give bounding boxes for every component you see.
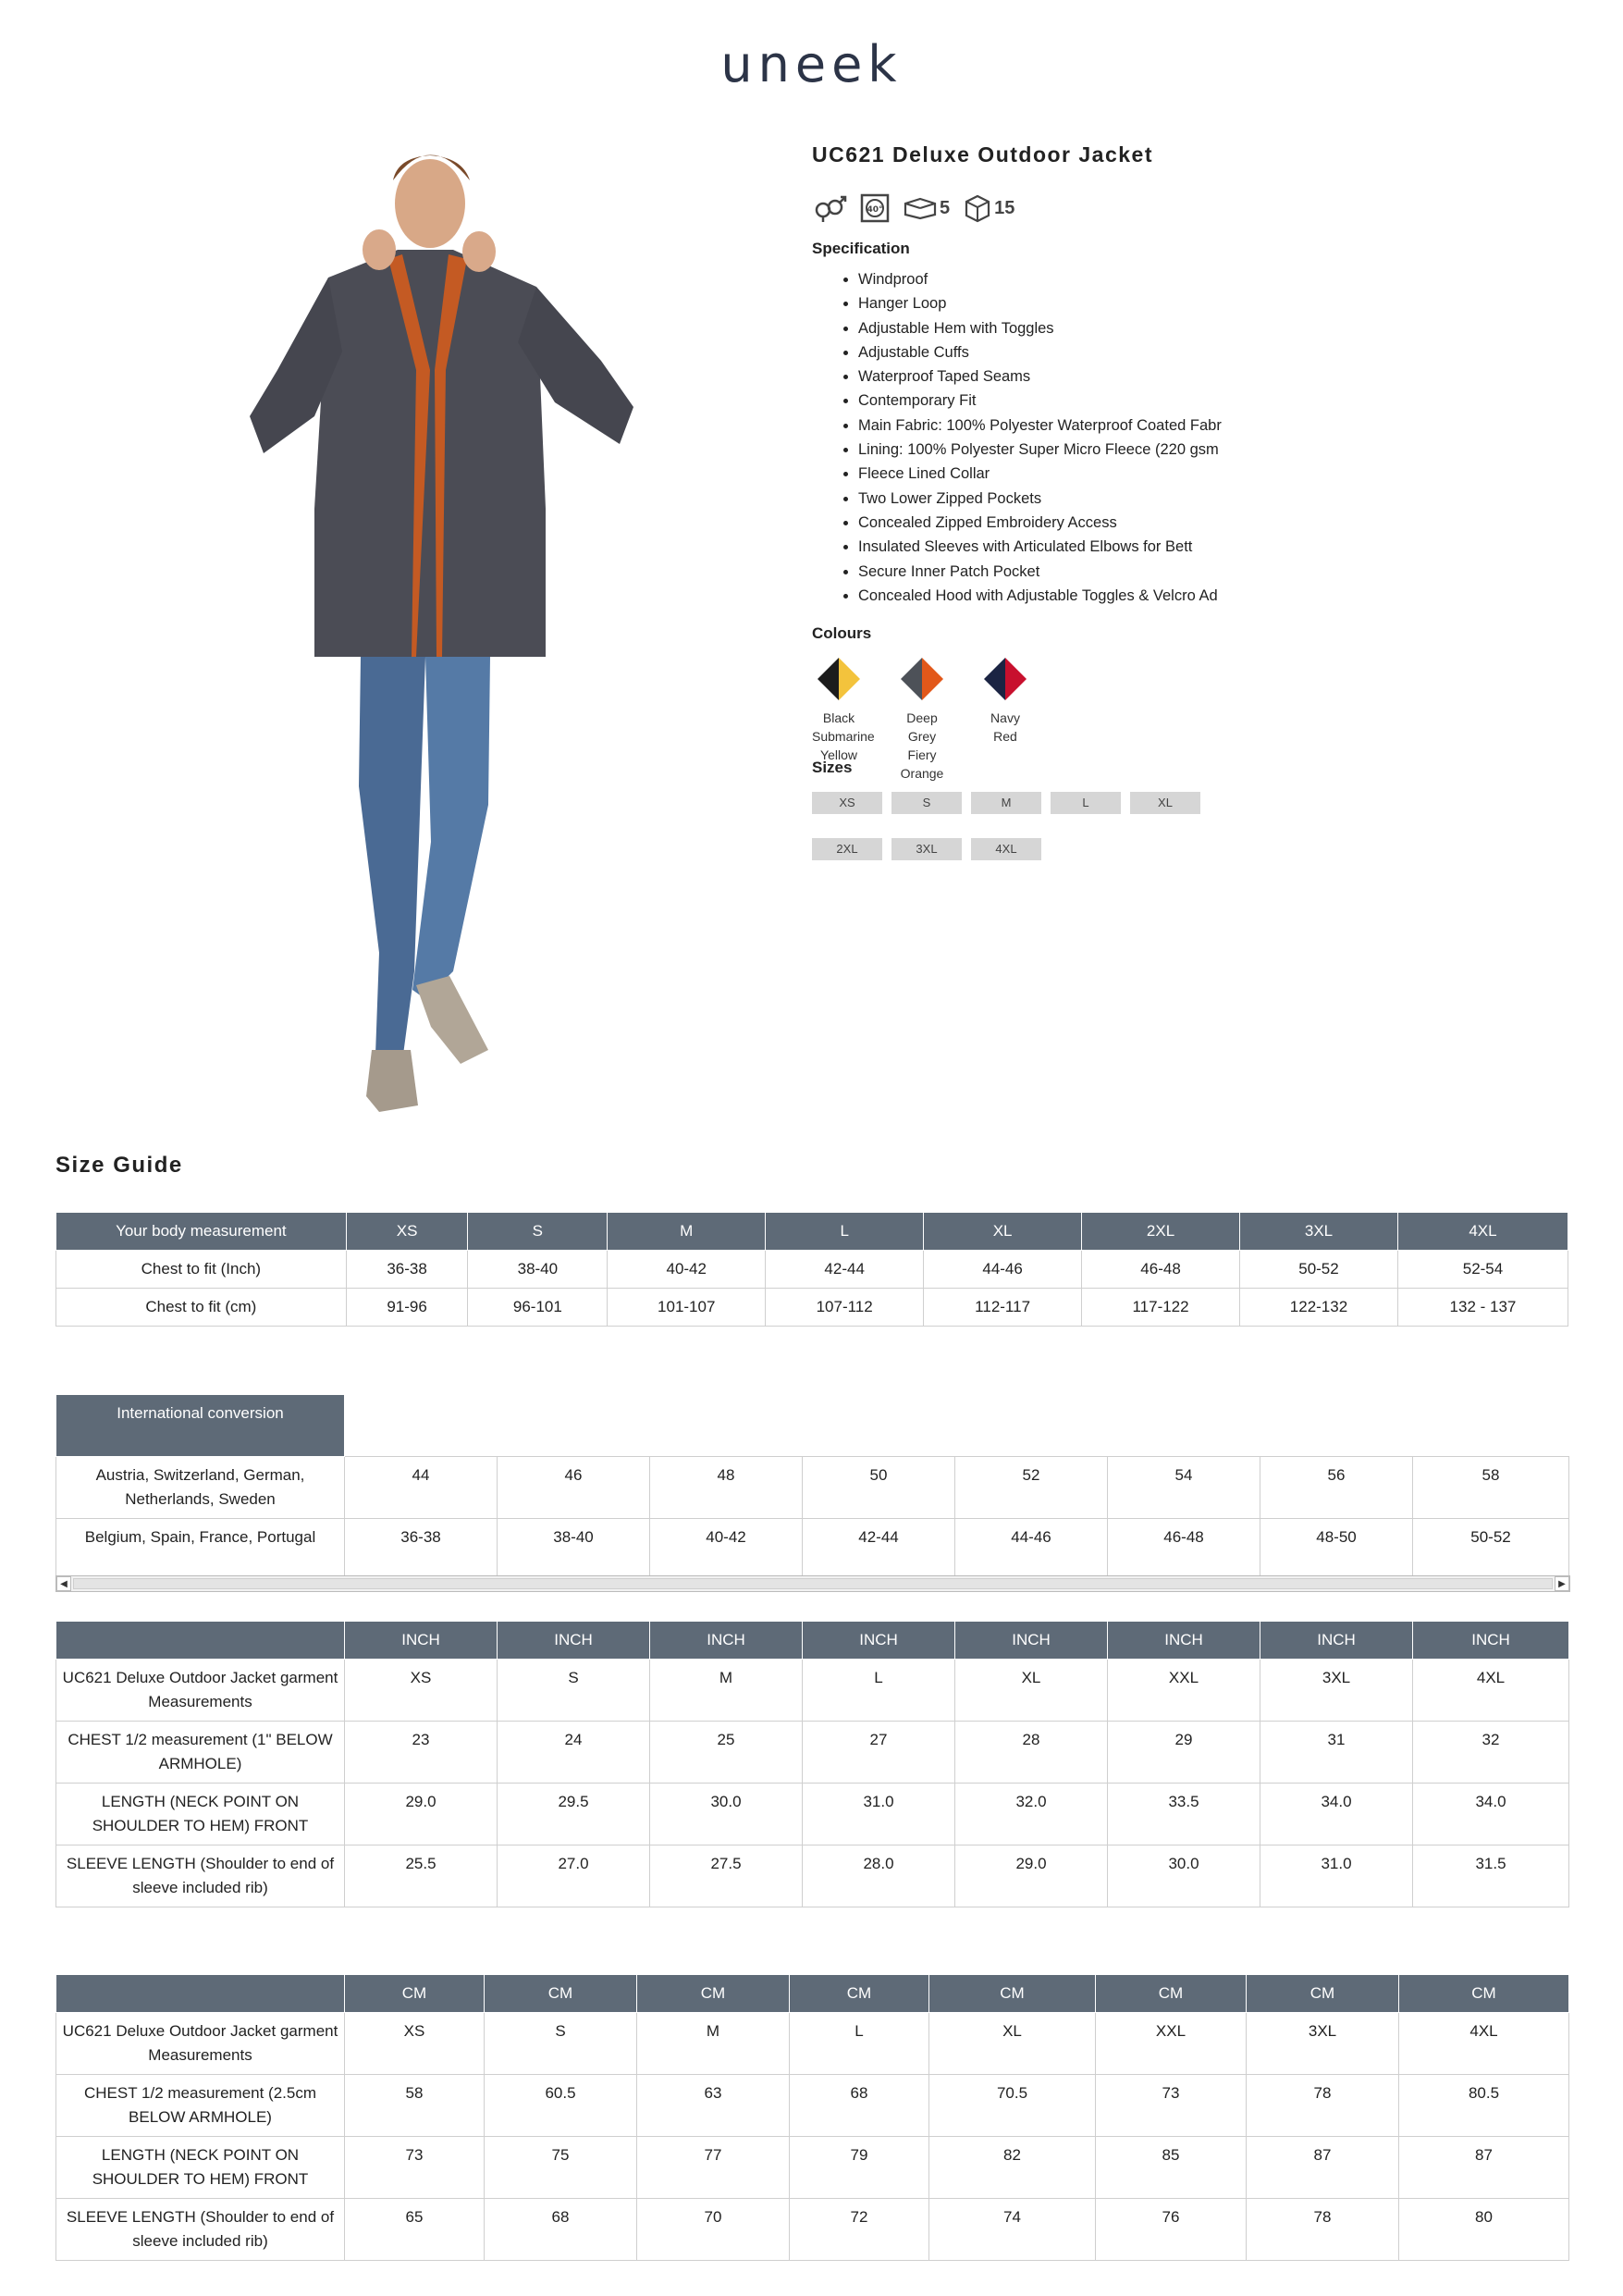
- table-cell: 36-38: [346, 1251, 468, 1289]
- table-cell: S: [498, 1660, 650, 1722]
- table-header-cell: CM: [1399, 1975, 1569, 2013]
- table-cell: 25.5: [345, 1845, 498, 1907]
- table-cell: 87: [1247, 2137, 1399, 2199]
- table-header-row: [56, 1213, 1568, 1251]
- product-photo: [240, 139, 647, 1129]
- table-cell: 24: [498, 1722, 650, 1784]
- table-cell: 40-42: [650, 1518, 803, 1580]
- table-cell: 85: [1096, 2137, 1247, 2199]
- box-count: 15: [994, 197, 1015, 218]
- size-option-s[interactable]: S: [891, 792, 962, 814]
- table-cell: 48-50: [1260, 1518, 1413, 1580]
- table-cell: 38-40: [498, 1518, 650, 1580]
- table-header-cell: Your body measurement: [56, 1213, 347, 1251]
- table-cell: 27.5: [650, 1845, 803, 1907]
- unisex-icon: [812, 194, 847, 222]
- size-option-2xl[interactable]: 2XL: [812, 838, 882, 860]
- pack-icon: [903, 196, 950, 220]
- table-cell: 73: [345, 2137, 485, 2199]
- table-cell: 70.5: [929, 2075, 1096, 2137]
- table-cell: SLEEVE LENGTH (Shoulder to end of sleeve included rib): [56, 2199, 345, 2261]
- table-cell: 78: [1247, 2199, 1399, 2261]
- scroll-right-icon[interactable]: ▶: [1555, 1576, 1569, 1591]
- table-header-cell: CM: [790, 1975, 929, 2013]
- table-cell: CHEST 1/2 measurement (1" BELOW ARMHOLE): [56, 1722, 345, 1784]
- table-cell: 80: [1399, 2199, 1569, 2261]
- colour-name: Navy Red: [990, 710, 1020, 745]
- product-icons: [812, 191, 1385, 225]
- table-cell: 46: [498, 1456, 650, 1518]
- table-cell: 77: [637, 2137, 790, 2199]
- table-cell: 63: [637, 2075, 790, 2137]
- table-cell: 68: [790, 2075, 929, 2137]
- table-cell: M: [637, 2013, 790, 2075]
- table-cell: 107-112: [766, 1289, 924, 1327]
- brand-logo: uneek: [720, 35, 903, 93]
- table-cell: 112-117: [924, 1289, 1082, 1327]
- table-row: [56, 1456, 1569, 1518]
- colour-name: Black Submarine Yellow: [812, 710, 875, 763]
- table-header-cell: [56, 1975, 345, 2013]
- product-info: [812, 139, 1385, 783]
- table-header-row: [56, 1395, 1569, 1457]
- table-cell: 29.5: [498, 1784, 650, 1845]
- table-cell: CHEST 1/2 measurement (2.5cm BELOW ARMHOLE): [56, 2075, 345, 2137]
- spec-item: • Lining: 100% Polyester Super Micro Fleece (220 gsm: [858, 438, 1385, 462]
- table-row: [56, 1722, 1569, 1784]
- table-cell: 50-52: [1240, 1251, 1398, 1289]
- table-cell: 3XL: [1260, 1660, 1413, 1722]
- table-cell: 50-52: [1413, 1518, 1569, 1580]
- table-cell: 42-44: [803, 1518, 955, 1580]
- size-option-m[interactable]: M: [971, 792, 1041, 814]
- table-cell: 32.0: [955, 1784, 1108, 1845]
- table-cell: Chest to fit (cm): [56, 1289, 347, 1327]
- specification-list: [812, 267, 1385, 608]
- pack-count: 5: [940, 197, 951, 218]
- table-header-cell: M: [608, 1213, 766, 1251]
- table-cell: 29: [1108, 1722, 1260, 1784]
- table-header-cell: CM: [1247, 1975, 1399, 2013]
- spec-item: • Windproof: [858, 267, 1385, 291]
- table-cell: 54: [1108, 1456, 1260, 1518]
- table-cell: XS: [345, 2013, 485, 2075]
- spec-item: • Waterproof Taped Seams: [858, 364, 1385, 389]
- spec-item: • Concealed Hood with Adjustable Toggles & Velcro Ad: [858, 584, 1385, 608]
- table-header-cell: XL: [924, 1213, 1082, 1251]
- table-cell: XL: [929, 2013, 1096, 2075]
- table-header-cell: International conversion: [56, 1395, 345, 1457]
- table-cell: 44-46: [955, 1518, 1108, 1580]
- table-cell: 70: [637, 2199, 790, 2261]
- scroll-left-icon[interactable]: ◀: [56, 1576, 71, 1591]
- table-cell: 52-54: [1397, 1251, 1568, 1289]
- table-header-cell: 3XL: [1240, 1213, 1398, 1251]
- table-cell: LENGTH (NECK POINT ON SHOULDER TO HEM) FRONT: [56, 2137, 345, 2199]
- table-cell: 44-46: [924, 1251, 1082, 1289]
- table-cell: 28: [955, 1722, 1108, 1784]
- table-header-cell: INCH: [498, 1622, 650, 1660]
- size-option-3xl[interactable]: 3XL: [891, 838, 962, 860]
- colour-swatch[interactable]: [895, 656, 949, 783]
- spec-item: • Concealed Zipped Embroidery Access: [858, 511, 1385, 535]
- garment-inch-table: [55, 1621, 1569, 1907]
- table-cell: 132 - 137: [1397, 1289, 1568, 1327]
- table-cell: 4XL: [1399, 2013, 1569, 2075]
- table-cell: 34.0: [1413, 1784, 1569, 1845]
- table-cell: M: [650, 1660, 803, 1722]
- table-cell: 23: [345, 1722, 498, 1784]
- table-cell: 4XL: [1413, 1660, 1569, 1722]
- size-guide-title: Size Guide: [55, 1153, 183, 1178]
- colour-diamond: [816, 656, 862, 702]
- table-cell: Belgium, Spain, France, Portugal: [56, 1518, 345, 1580]
- table-header-cell: INCH: [1108, 1622, 1260, 1660]
- table-header-cell: [56, 1622, 345, 1660]
- table-header-cell: 4XL: [1397, 1213, 1568, 1251]
- table-cell: 36-38: [345, 1518, 498, 1580]
- size-options: [812, 792, 1219, 860]
- table-cell: 31: [1260, 1722, 1413, 1784]
- table-header-cell: INCH: [345, 1622, 498, 1660]
- table-cell: 80.5: [1399, 2075, 1569, 2137]
- spec-item: • Contemporary Fit: [858, 389, 1385, 413]
- wash-40-icon: [860, 193, 890, 223]
- table-header-cell: INCH: [650, 1622, 803, 1660]
- table-cell: 46-48: [1108, 1518, 1260, 1580]
- table-cell: 96-101: [468, 1289, 608, 1327]
- product-title: UC621 Deluxe Outdoor Jacket: [812, 142, 1154, 167]
- colour-swatches: [812, 656, 1385, 783]
- table-row: [56, 1660, 1569, 1722]
- colour-diamond: [982, 656, 1028, 702]
- table-cell: 31.5: [1413, 1845, 1569, 1907]
- spec-item: • Fleece Lined Collar: [858, 462, 1385, 486]
- table-cell: 79: [790, 2137, 929, 2199]
- table-header-row: [56, 1975, 1569, 2013]
- table-header-cell: L: [766, 1213, 924, 1251]
- size-option-l[interactable]: L: [1051, 792, 1121, 814]
- table-header-cell: CM: [345, 1975, 485, 2013]
- table-cell: 42-44: [766, 1251, 924, 1289]
- table-cell: 91-96: [346, 1289, 468, 1327]
- table-cell: 78: [1247, 2075, 1399, 2137]
- table-row: [56, 1289, 1568, 1327]
- table-row: [56, 2199, 1569, 2261]
- table-cell: LENGTH (NECK POINT ON SHOULDER TO HEM) FRONT: [56, 1784, 345, 1845]
- svg-text:40°: 40°: [867, 205, 883, 215]
- spec-item: • Adjustable Hem with Toggles: [858, 316, 1385, 340]
- table-header-cell: XS: [346, 1213, 468, 1251]
- table-cell: 27: [803, 1722, 955, 1784]
- table-header-cell: CM: [1096, 1975, 1247, 2013]
- table-cell: 82: [929, 2137, 1096, 2199]
- table-cell: 87: [1399, 2137, 1569, 2199]
- garment-cm-table: [55, 1974, 1569, 2261]
- colour-diamond: [899, 656, 945, 702]
- table-cell: 68: [485, 2199, 637, 2261]
- table-cell: 32: [1413, 1722, 1569, 1784]
- spec-item: • Secure Inner Patch Pocket: [858, 560, 1385, 584]
- table-cell: XS: [345, 1660, 498, 1722]
- table-cell: 29.0: [955, 1845, 1108, 1907]
- table-cell: 30.0: [650, 1784, 803, 1845]
- table-row: [56, 1784, 1569, 1845]
- table-header-cell: INCH: [955, 1622, 1108, 1660]
- table-cell: 40-42: [608, 1251, 766, 1289]
- size-option-xl[interactable]: XL: [1130, 792, 1200, 814]
- table-cell: 33.5: [1108, 1784, 1260, 1845]
- table-cell: 29.0: [345, 1784, 498, 1845]
- table-row: [56, 2075, 1569, 2137]
- spec-item: • Main Fabric: 100% Polyester Waterproof Coated Fabr: [858, 414, 1385, 438]
- colour-name: Deep Grey Fiery Orange: [900, 710, 944, 782]
- table-cell: 25: [650, 1722, 803, 1784]
- spec-item: • Hanger Loop: [858, 291, 1385, 315]
- scrollbar-thumb[interactable]: [73, 1578, 1553, 1589]
- spec-item: • Two Lower Zipped Pockets: [858, 487, 1385, 511]
- table-cell: XXL: [1108, 1660, 1260, 1722]
- international-conversion-table: [55, 1394, 1569, 1581]
- table-cell: 76: [1096, 2199, 1247, 2261]
- table-cell: UC621 Deluxe Outdoor Jacket garment Measurements: [56, 2013, 345, 2075]
- size-option-4xl[interactable]: 4XL: [971, 838, 1041, 860]
- table-cell: 28.0: [803, 1845, 955, 1907]
- specification-label: Specification: [812, 240, 910, 257]
- table-cell: 74: [929, 2199, 1096, 2261]
- table-header-spacer: [345, 1395, 1569, 1457]
- table-cell: 46-48: [1082, 1251, 1240, 1289]
- table-cell: SLEEVE LENGTH (Shoulder to end of sleeve included rib): [56, 1845, 345, 1907]
- table-cell: S: [485, 2013, 637, 2075]
- colours-label: Colours: [812, 624, 872, 643]
- body-measurement-table: [55, 1212, 1568, 1327]
- table-cell: 58: [345, 2075, 485, 2137]
- table-cell: 27.0: [498, 1845, 650, 1907]
- box-icon: [963, 193, 1014, 223]
- table-header-row: [56, 1622, 1569, 1660]
- table-cell: 31.0: [803, 1784, 955, 1845]
- table-cell: 44: [345, 1456, 498, 1518]
- table-header-cell: INCH: [1260, 1622, 1413, 1660]
- table-cell: 58: [1413, 1456, 1569, 1518]
- table-header-cell: 2XL: [1082, 1213, 1240, 1251]
- table-row: [56, 2137, 1569, 2199]
- table-cell: UC621 Deluxe Outdoor Jacket garment Measurements: [56, 1660, 345, 1722]
- table-cell: 122-132: [1240, 1289, 1398, 1327]
- table-cell: 34.0: [1260, 1784, 1413, 1845]
- table-header-cell: INCH: [803, 1622, 955, 1660]
- table-cell: 60.5: [485, 2075, 637, 2137]
- table-cell: 117-122: [1082, 1289, 1240, 1327]
- table-cell: XXL: [1096, 2013, 1247, 2075]
- table-cell: XL: [955, 1660, 1108, 1722]
- table-cell: 3XL: [1247, 2013, 1399, 2075]
- horizontal-scrollbar[interactable]: [55, 1575, 1570, 1592]
- table-header-cell: S: [468, 1213, 608, 1251]
- table-cell: 72: [790, 2199, 929, 2261]
- colour-swatch[interactable]: [978, 656, 1032, 783]
- table-row: [56, 2013, 1569, 2075]
- spec-item: • Adjustable Cuffs: [858, 340, 1385, 364]
- table-cell: 30.0: [1108, 1845, 1260, 1907]
- table-cell: L: [790, 2013, 929, 2075]
- table-header-cell: INCH: [1413, 1622, 1569, 1660]
- table-header-cell: CM: [485, 1975, 637, 2013]
- table-cell: 73: [1096, 2075, 1247, 2137]
- size-option-xs[interactable]: XS: [812, 792, 882, 814]
- table-row: [56, 1845, 1569, 1907]
- table-cell: 31.0: [1260, 1845, 1413, 1907]
- table-row: [56, 1251, 1568, 1289]
- table-cell: 38-40: [468, 1251, 608, 1289]
- table-cell: 101-107: [608, 1289, 766, 1327]
- table-cell: 48: [650, 1456, 803, 1518]
- table-cell: 50: [803, 1456, 955, 1518]
- table-cell: Austria, Switzerland, German, Netherlands, Sweden: [56, 1456, 345, 1518]
- table-header-cell: CM: [929, 1975, 1096, 2013]
- table-cell: 56: [1260, 1456, 1413, 1518]
- table-cell: L: [803, 1660, 955, 1722]
- spec-item: • Insulated Sleeves with Articulated Elbows for Bett: [858, 535, 1385, 559]
- table-cell: Chest to fit (Inch): [56, 1251, 347, 1289]
- table-cell: 52: [955, 1456, 1108, 1518]
- table-cell: 65: [345, 2199, 485, 2261]
- table-row: [56, 1518, 1569, 1580]
- table-header-cell: CM: [637, 1975, 790, 2013]
- sizes-label: Sizes: [812, 759, 853, 776]
- table-cell: 75: [485, 2137, 637, 2199]
